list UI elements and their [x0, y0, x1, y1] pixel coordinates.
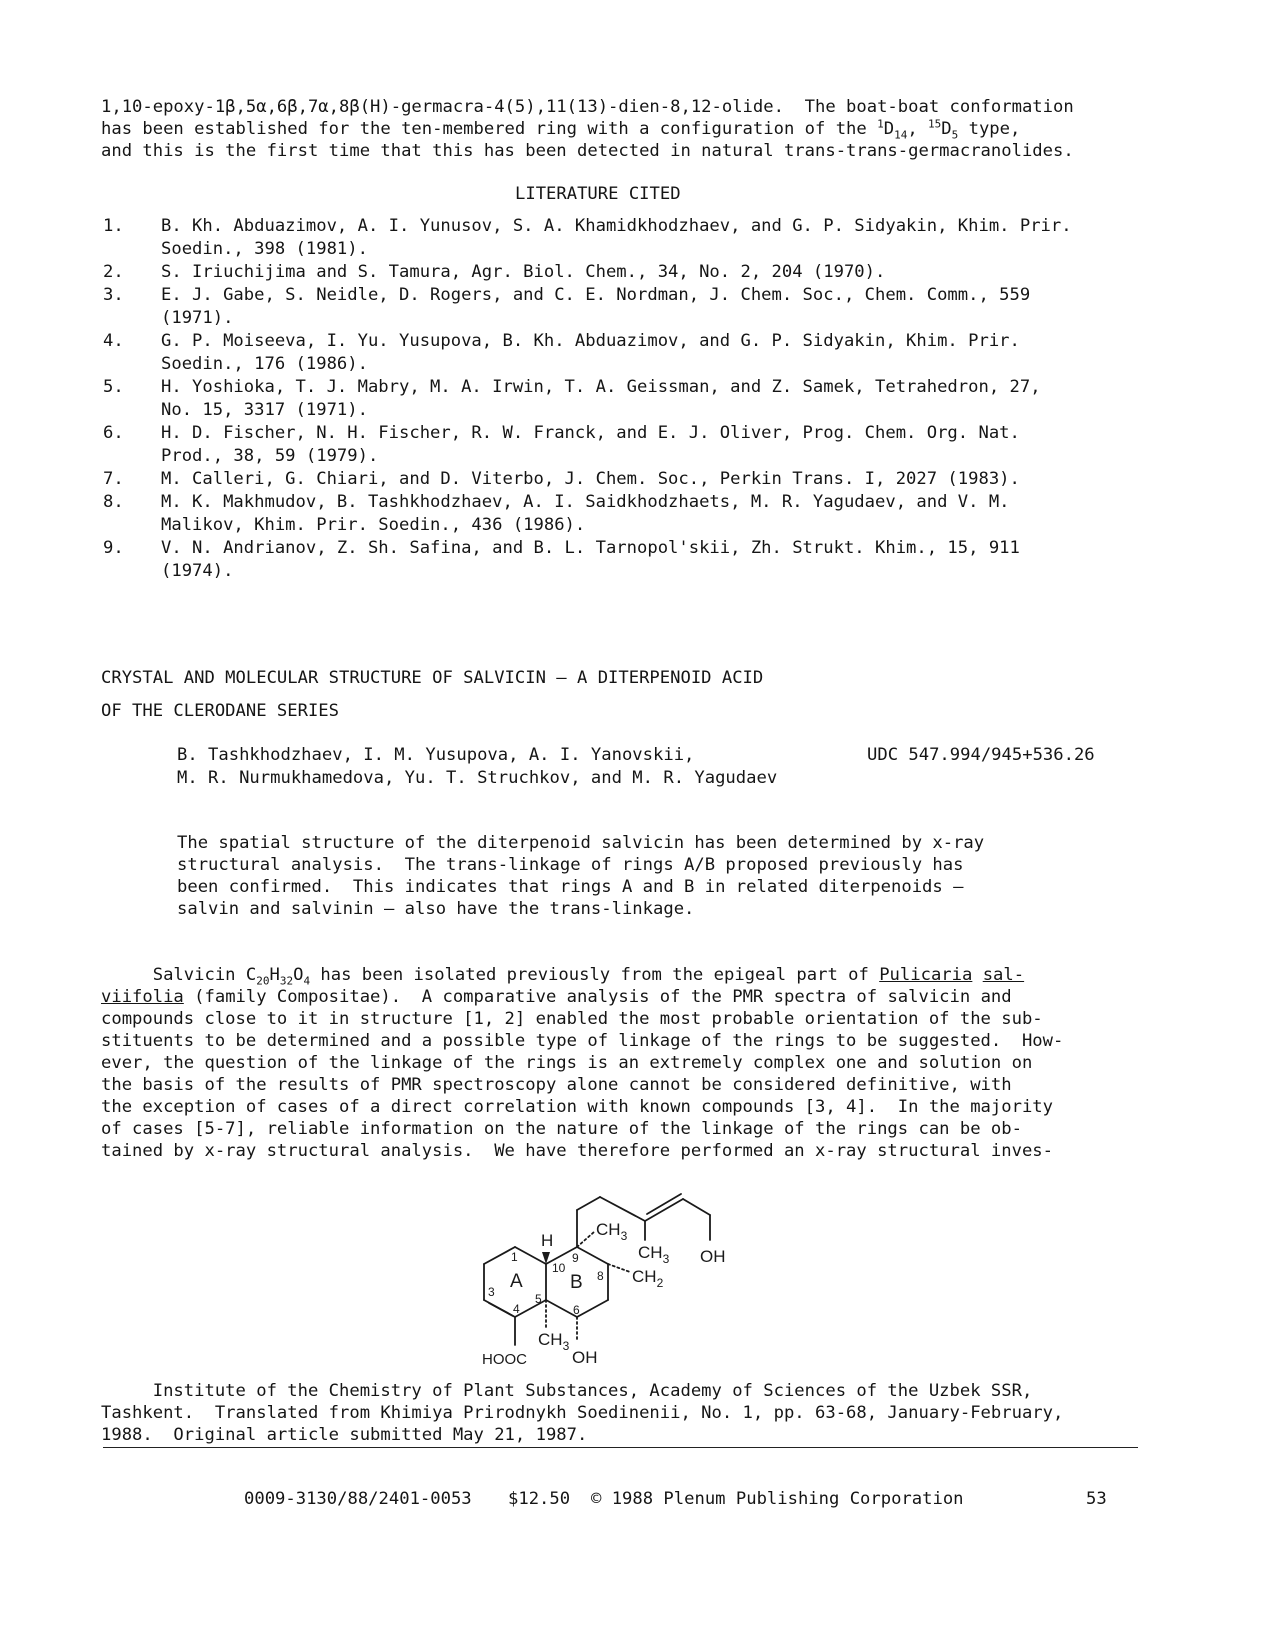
footer-copyright: © 1988 Plenum Publishing Corporation: [591, 1489, 964, 1509]
ch3-side: [638, 1243, 670, 1266]
reference-number: 1.: [103, 216, 124, 236]
article-title-line-1: CRYSTAL AND MOLECULAR STRUCTURE OF SALVICIN — A DITERPENOID ACID: [101, 668, 764, 688]
reference-text: [161, 376, 1183, 422]
ch2-text: CH: [632, 1267, 657, 1286]
bond-b4: [577, 1300, 608, 1317]
abstract-line-3: been confirmed. This indicates that rings A and B in related diterpenoids —: [177, 877, 964, 897]
body-line-9: tained by x-ray structural analysis. We have therefore performed an x-ray structural inves-: [101, 1141, 1053, 1161]
species-name-part-1: sal-: [982, 965, 1025, 985]
footer-price: $12.50: [508, 1489, 571, 1509]
reference-number: 6.: [103, 423, 124, 443]
abstract-line-1: The spatial structure of the diterpenoid salvicin has been determined by x-ray: [177, 833, 985, 853]
reference-line: Soedin., 176 (1986).: [161, 354, 368, 374]
bond-chain-4: [645, 1199, 683, 1221]
reference-text: [161, 537, 1183, 583]
ch3-bottom-text: CH: [538, 1330, 563, 1349]
locant-3: 3: [488, 1285, 495, 1299]
reference-item: [103, 284, 1183, 330]
reference-item: [103, 422, 1183, 468]
reference-line: Soedin., 398 (1981).: [161, 239, 368, 259]
reference-item: [103, 376, 1183, 422]
bond-chain-3: [600, 1197, 645, 1221]
reference-line: H. D. Fischer, N. H. Fischer, R. W. Franck, and E. J. Oliver, Prog. Chem. Org. Nat.: [161, 423, 1020, 443]
body-line-6: the basis of the results of PMR spectroscopy alone cannot be considered definitive, with: [101, 1075, 1012, 1095]
footnote-rule: [103, 1447, 1138, 1448]
genus-name: Pulicaria: [879, 965, 973, 985]
footer-code: 0009-3130/88/2401-0053: [244, 1489, 472, 1509]
page-number: 53: [1086, 1489, 1107, 1509]
reference-line: V. N. Andrianov, Z. Sh. Safina, and B. L. Tarnopol'skii, Zh. Strukt. Khim., 15, 911: [161, 538, 1020, 558]
authors-line-2: M. R. Nurmukhamedova, Yu. T. Struchkov, and M. R. Yagudaev: [177, 768, 778, 788]
reference-number: 3.: [103, 285, 124, 305]
reference-item: [103, 537, 1183, 583]
reference-number: 9.: [103, 538, 124, 558]
ring-a-label: A: [510, 1271, 523, 1292]
h-label: H: [541, 1231, 554, 1250]
body-line-3: compounds close to it in structure [1, 2] enabled the most probable orientation of the sub-: [101, 1009, 1043, 1029]
body-line-2-text: (family Compositae). A comparative analysis of the PMR spectra of salvicin and: [183, 987, 1012, 1007]
reference-number: 7.: [103, 469, 124, 489]
intro-sub-2: 5: [951, 128, 959, 142]
reference-item: [103, 468, 1183, 491]
article-title-line-2: OF THE CLERODANE SERIES: [101, 701, 339, 721]
bond-b2: [577, 1247, 608, 1264]
locant-9: 9: [572, 1251, 579, 1265]
bond-to-ch3-9: [577, 1232, 594, 1247]
ch3-top: [596, 1220, 628, 1243]
intro-line-1: 1,10-epoxy-1β,5α,6β,7α,8β(H)-germacra-4(5),11(13)-dien-8,12-olide. The boat-boat conformation: [101, 97, 1074, 117]
oh-bottom: OH: [572, 1348, 598, 1367]
formula-h: H: [269, 965, 280, 985]
formula-sub-o: 4: [303, 974, 311, 988]
body-salvicin: Salvicin C: [101, 965, 257, 985]
body-line-4: stituents to be determined and a possible type of linkage of the rings to be suggested. How-: [101, 1031, 1064, 1051]
intro-sub-1: 14: [894, 128, 908, 142]
bond-chain-2: [577, 1197, 600, 1210]
ch3-bottom: [538, 1330, 570, 1353]
reference-text: [161, 330, 1183, 376]
ch3-top-text: CH: [596, 1220, 621, 1239]
reference-list: [103, 215, 1183, 583]
ch2-label: [632, 1267, 664, 1290]
body-line-1: [101, 964, 1024, 987]
intro-line-2-text: has been established for the ten-membered ring with a configuration of the: [101, 119, 878, 139]
ring-b-label: B: [570, 1272, 583, 1293]
locant-1: 1: [511, 1250, 518, 1264]
reference-text: [161, 284, 1183, 330]
ch3-side-sub: 3: [662, 1252, 670, 1266]
ch3-bottom-sub: 3: [562, 1339, 570, 1353]
locant-5: 5: [535, 1292, 542, 1306]
reference-line: H. Yoshioka, T. J. Mabry, M. A. Irwin, T. A. Geissman, and Z. Samek, Tetrahedron, 27,: [161, 377, 1041, 397]
locant-4: 4: [513, 1302, 520, 1316]
body-line-1-text: has been isolated previously from the epigeal part of: [310, 965, 880, 985]
locant-6: 6: [573, 1303, 580, 1317]
formula-sub-c: 20: [256, 974, 270, 988]
reference-line: (1974).: [161, 561, 234, 581]
intro-d-2: D: [941, 119, 952, 139]
authors-line-1: B. Tashkhodzhaev, I. M. Yusupova, A. I. Yanovskii,: [177, 745, 695, 765]
double-bond-3-4: [489, 1303, 513, 1316]
body-space: [972, 965, 982, 985]
footnote-line-1: Institute of the Chemistry of Plant Substances, Academy of Sciences of the Uzbek SSR,: [101, 1381, 1033, 1401]
intro-sep: ,: [907, 119, 929, 139]
reference-text: [161, 491, 1183, 537]
locant-8: 8: [597, 1269, 604, 1283]
intro-line-2: [101, 118, 1020, 141]
udc-code: UDC 547.994/945+536.26: [867, 745, 1095, 765]
reference-item: [103, 261, 1183, 284]
oh-right: OH: [700, 1247, 726, 1266]
locant-10: 10: [552, 1261, 566, 1275]
body-line-2: [101, 986, 1012, 1009]
reference-item: [103, 330, 1183, 376]
reference-text: [161, 468, 1183, 491]
hooc-label: HOOC: [482, 1351, 527, 1368]
body-line-8: of cases [5-7], reliable information on the nature of the linkage of the rings can be ob-: [101, 1119, 1022, 1139]
reference-text: [161, 422, 1183, 468]
salvicin-structure: [470, 1190, 740, 1380]
reference-line: Malikov, Khim. Prir. Soedin., 436 (1986).: [161, 515, 586, 535]
formula-o: O: [293, 965, 304, 985]
intro-d-1: D: [883, 119, 895, 139]
reference-line: E. J. Gabe, S. Neidle, D. Rogers, and C. E. Nordman, J. Chem. Soc., Chem. Comm., 559: [161, 285, 1031, 305]
intro-sup-2: 15: [928, 117, 942, 131]
reference-number: 4.: [103, 331, 124, 351]
bond-to-ch3-8: [608, 1264, 630, 1272]
reference-text: [161, 261, 1183, 284]
abstract-line-4: salvin and salvinin — also have the trans-linkage.: [177, 899, 695, 919]
reference-line: No. 15, 3317 (1971).: [161, 400, 368, 420]
reference-item: [103, 491, 1183, 537]
ch3-side-text: CH: [638, 1243, 663, 1262]
literature-heading: LITERATURE CITED: [515, 184, 681, 204]
reference-line: M. Calleri, G. Chiari, and D. Viterbo, J. Chem. Soc., Perkin Trans. I, 2027 (1983).: [161, 469, 1020, 489]
abstract-line-2: structural analysis. The trans-linkage of rings A/B proposed previously has: [177, 855, 964, 875]
reference-number: 5.: [103, 377, 124, 397]
reference-line: S. Iriuchijima and S. Tamura, Agr. Biol. Chem., 34, No. 2, 204 (1970).: [161, 262, 886, 282]
reference-line: B. Kh. Abduazimov, A. I. Yunusov, S. A. Khamidkhodzhaev, and G. P. Sidyakin, Khim. Prir.: [161, 216, 1072, 236]
intro-type: type,: [958, 119, 1021, 139]
body-line-5: ever, the question of the linkage of the rings is an extremely complex one and solution on: [101, 1053, 1033, 1073]
reference-line: M. K. Makhmudov, B. Tashkhodzhaev, A. I. Saidkhodzhaets, M. R. Yagudaev, and V. M.: [161, 492, 1010, 512]
reference-line: (1971).: [161, 308, 234, 328]
ch3-top-sub: 3: [620, 1229, 628, 1243]
reference-text: [161, 215, 1183, 261]
ch2-sub: 2: [656, 1276, 664, 1290]
intro-sup-1: 1: [877, 117, 884, 131]
footnote-line-2: Tashkent. Translated from Khimiya Prirodnykh Soedinenii, No. 1, pp. 63-68, January-February,: [101, 1403, 1064, 1423]
formula-sub-h: 32: [279, 974, 294, 988]
reference-number: 2.: [103, 262, 124, 282]
reference-line: G. P. Moiseeva, I. Yu. Yusupova, B. Kh. Abduazimov, and G. P. Sidyakin, Khim. Prir.: [161, 331, 1020, 351]
intro-line-3: and this is the first time that this has been detected in natural trans-trans-germacranolides.: [101, 141, 1074, 161]
species-name-part-2: viifolia: [101, 987, 184, 1007]
footnote-line-3: 1988. Original article submitted May 21, 1987.: [101, 1425, 588, 1445]
body-line-7: the exception of cases of a direct correlation with known compounds [3, 4]. In the majority: [101, 1097, 1053, 1117]
reference-line: Prod., 38, 59 (1979).: [161, 446, 379, 466]
reference-item: [103, 215, 1183, 261]
bond-chain-5: [683, 1199, 710, 1215]
reference-number: 8.: [103, 492, 124, 512]
